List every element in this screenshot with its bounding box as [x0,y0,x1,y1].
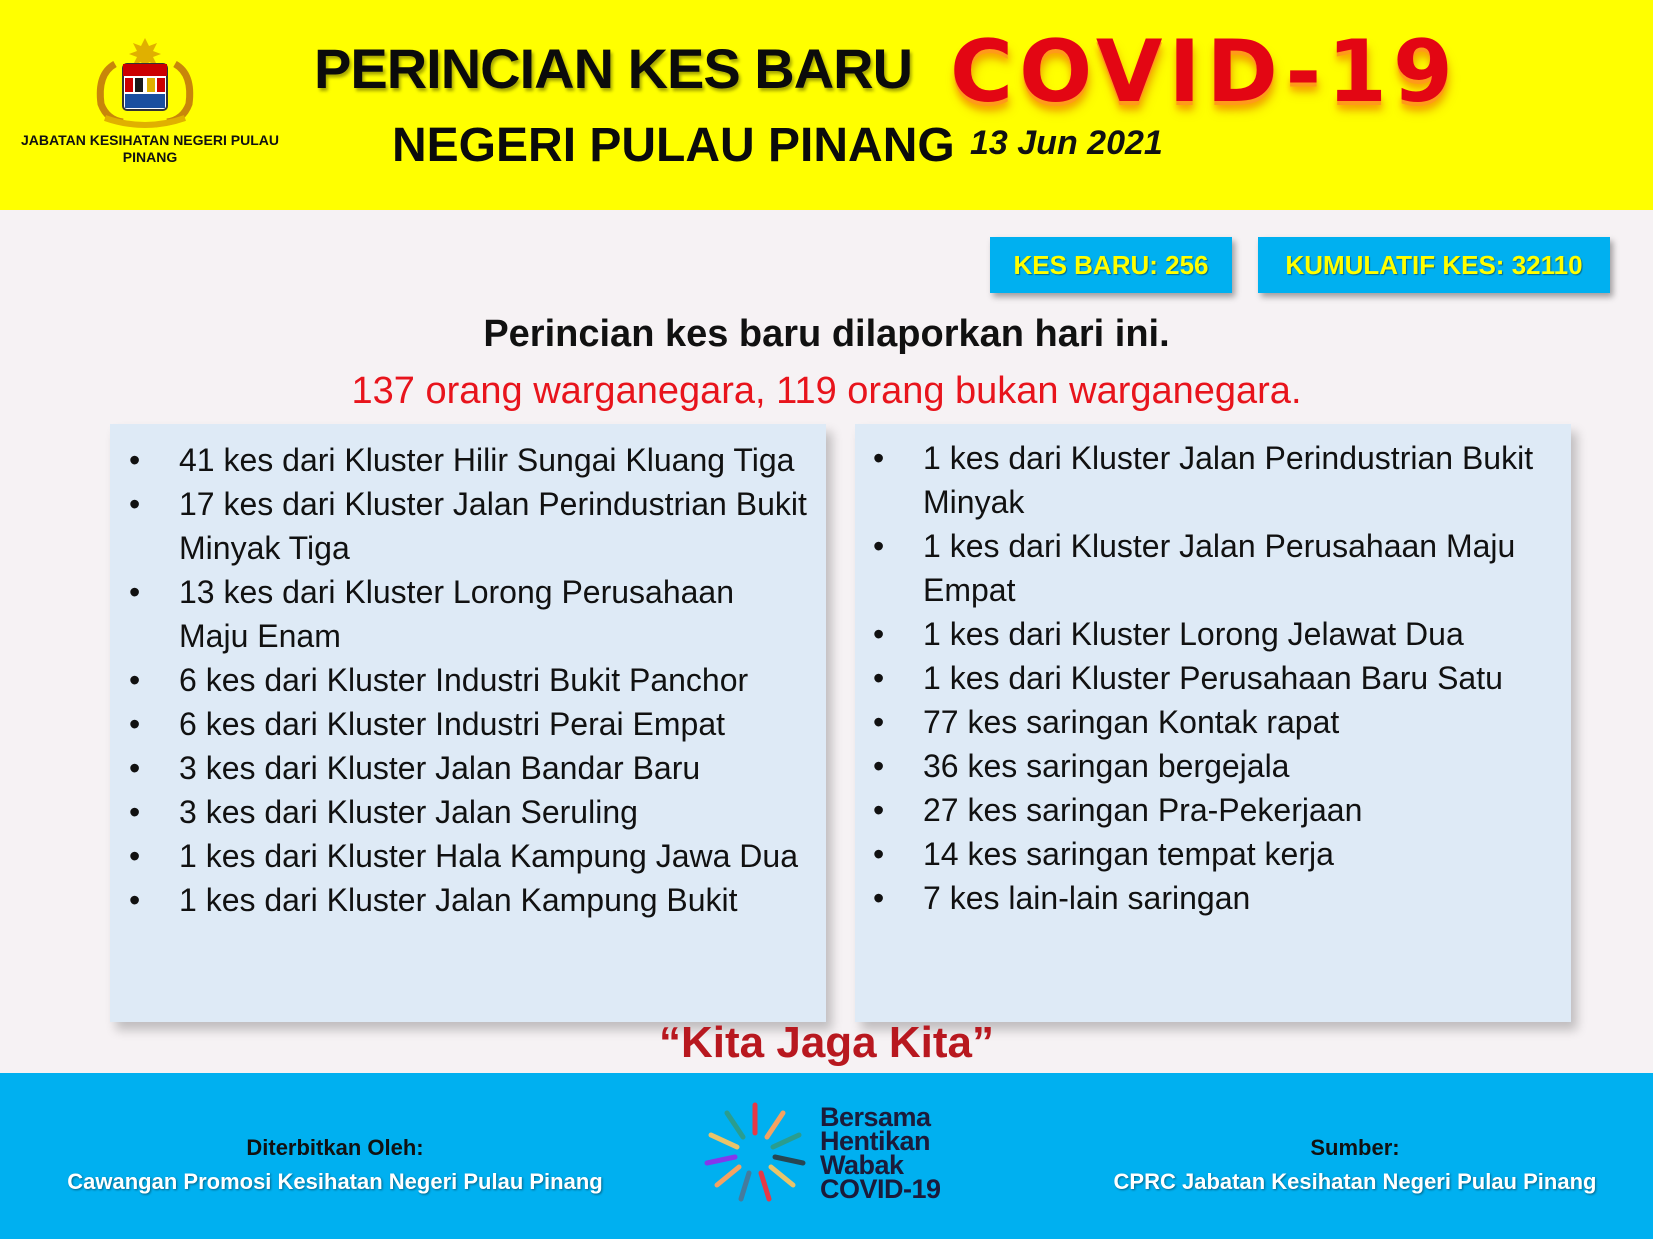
list-item: • 27 kes saringan Pra-Pekerjaan [923,788,1553,832]
covid-title: COVID-19 [950,22,1459,122]
campaign-line: COVID-19 [820,1174,941,1204]
list-item: • 3 kes dari Kluster Jalan Seruling [179,790,809,834]
left-case-panel [110,424,826,1022]
bullet-icon: • [873,748,885,784]
campaign-line: Wabak [820,1150,904,1180]
cluster-list-right [873,436,1553,920]
department-name: JABATAN KESIHATAN NEGERI PULAU PINANG [21,132,279,165]
bullet-icon: • [873,616,885,652]
list-item: • 41 kes dari Kluster Hilir Sungai Kluang Tiga [179,438,809,482]
bullet-icon: • [873,528,885,564]
campaign-burst-icon [700,1098,810,1208]
report-date: 13 Jun 2021 [970,124,1163,162]
list-item: • 1 kes dari Kluster Jalan Perusahaan Maju Empat [923,524,1553,612]
bullet-icon: • [129,794,141,830]
campaign-text [820,1102,941,1204]
bullet-icon: • [873,880,885,916]
bullet-icon: • [873,704,885,740]
bullet-icon: • [129,838,141,874]
bullet-icon: • [873,440,885,476]
list-item: • 77 kes saringan Kontak rapat [923,700,1553,744]
list-item: • 1 kes dari Kluster Lorong Jelawat Dua [923,612,1553,656]
cluster-list-left [129,438,809,922]
slogan: “Kita Jaga Kita” [659,1018,994,1067]
campaign-line: Hentikan [820,1126,931,1156]
list-item: • 7 kes lain-lain saringan [923,876,1553,920]
list-item: • 6 kes dari Kluster Industri Perai Empat [179,702,809,746]
campaign-line: Bersama [820,1102,931,1132]
publisher-label: Diterbitkan Oleh: [246,1135,424,1160]
bullet-icon: • [873,660,885,696]
cumulative-cases-badge: KUMULATIF KES: 32110 [1258,237,1610,293]
list-item: • 3 kes dari Kluster Jalan Bandar Baru [179,746,809,790]
summary-heading: Perincian kes baru dilaporkan hari ini. [483,313,1170,355]
publisher-block [40,1131,630,1199]
publisher-name: Cawangan Promosi Kesihatan Negeri Pulau Pinang [67,1169,603,1194]
list-item: • 36 kes saringan bergejala [923,744,1553,788]
bullet-icon: • [129,574,141,610]
list-item: • 17 kes dari Kluster Jalan Perindustrian Bukit Minyak Tiga [179,482,809,570]
header-banner [0,0,1653,210]
source-label: Sumber: [1310,1135,1400,1160]
bullet-icon: • [129,662,141,698]
source-block [1080,1131,1630,1199]
new-cases-badge: KES BARU: 256 [990,237,1232,293]
source-name: CPRC Jabatan Kesihatan Negeri Pulau Pinang [1113,1169,1597,1194]
bullet-icon: • [129,706,141,742]
bullet-icon: • [129,882,141,918]
list-item: • 1 kes dari Kluster Jalan Perindustrian Bukit Minyak [923,436,1553,524]
footer-banner [0,1073,1653,1239]
list-item: • 1 kes dari Kluster Jalan Kampung Bukit [179,878,809,922]
bullet-icon: • [129,750,141,786]
list-item: • 6 kes dari Kluster Industri Bukit Panchor [179,658,809,702]
malaysia-coat-of-arms-icon [85,34,205,129]
right-case-panel [855,424,1571,1022]
page-title: PERINCIAN KES BARU [314,37,913,100]
bullet-icon: • [129,486,141,522]
bullet-icon: • [129,442,141,478]
list-item: • 1 kes dari Kluster Hala Kampung Jawa Dua [179,834,809,878]
list-item: • 13 kes dari Kluster Lorong Perusahaan Maju Enam [179,570,809,658]
list-item: • 1 kes dari Kluster Perusahaan Baru Satu [923,656,1553,700]
list-item: • 14 kes saringan tempat kerja [923,832,1553,876]
bullet-icon: • [873,836,885,872]
citizenship-breakdown: 137 orang warganegara, 119 orang bukan warganegara. [351,370,1302,412]
bullet-icon: • [873,792,885,828]
state-subtitle: NEGERI PULAU PINANG [392,119,955,172]
